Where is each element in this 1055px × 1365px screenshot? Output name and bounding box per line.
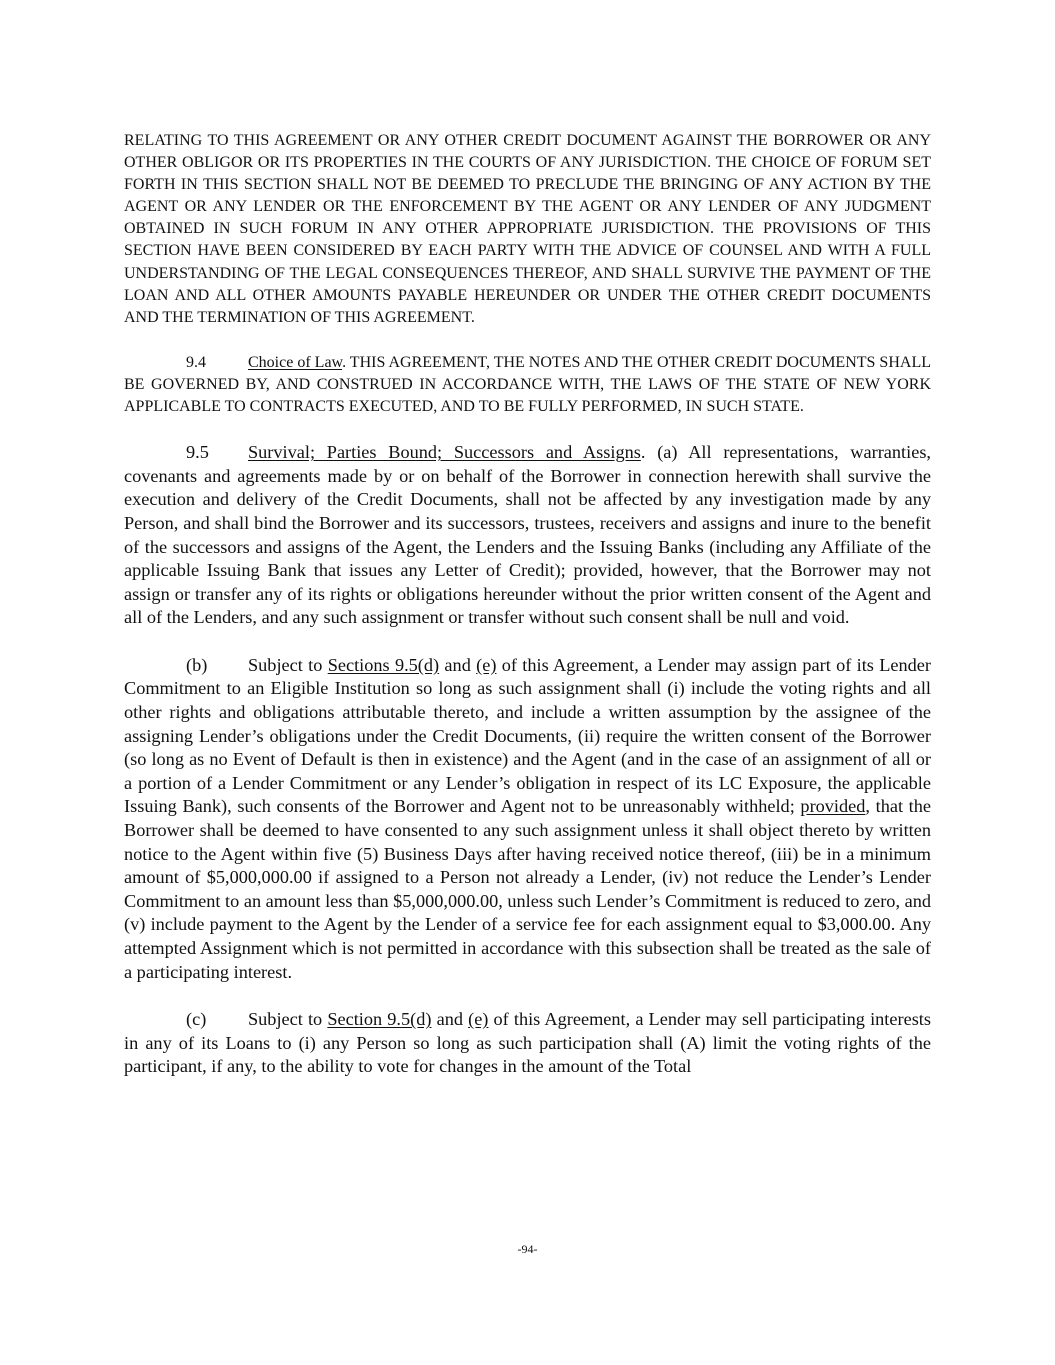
cross-reference: Sections 9.5(d) xyxy=(327,654,440,675)
paragraph-text: . THIS AGREEMENT, THE NOTES AND THE OTHER CREDIT DOCUMENTS SHALL BE GOVERNED BY, AND CONSTRUED IN ACCORDANCE WITH, THE LAWS OF THE STATE OF NEW YORK APPLICABLE TO CONTRACTS EXECUTED, AND TO BE FULLY PERFORMED, IN SUCH STATE. xyxy=(124,353,931,416)
paragraph-text: of this Agreement, a Lender may assign part of its Lender Commitment to an Eligible Institution so long as such assignment shall (i) include the voting rights and all other rights and obligations attributable thereto, and include a written assumption by the assignee of the assigning Lender’s obligations under the Credit Documents, (ii) require the written consent of the Borrower (so long as no Event of Default is then in existence) and the Agent (and in the case of an assignment of all or a portion of a Lender Commitment or any Lender’s obligation in respect of its LC Exposure, the applicable Issuing Bank), such consents of the Borrower and Agent not to be unreasonably withheld; xyxy=(124,654,932,817)
cross-reference: (e) xyxy=(468,1009,489,1030)
paragraph-text: and xyxy=(439,654,477,675)
paragraph-text: , that the Borrower shall be deemed to have consented to any such assignment unless it shall object thereto by written notice to the Agent within five (5) Business Days after having received notice thereof, (iii) be in a minimum amount of $5,000,000.00 if assigned to a Person not already a Lender, (iv) not reduce the Lender’s Lender Commitment to an amount less than $5,000,000.00, unless such Lender’s Commitment is reduced to zero, and (v) include payment to the Agent by the Lender of a service fee for each assignment equal to $3,000.00. Any attempted Assignment which is not permitted in accordance with this subsection shall be treated as the sale of a participating interest. xyxy=(124,796,931,982)
paragraph-text: and xyxy=(431,1009,469,1030)
subsection-label: (c) xyxy=(186,1009,207,1030)
section-9-4-paragraph xyxy=(124,352,931,418)
document-page xyxy=(124,130,931,1079)
paragraph-text: Subject to xyxy=(248,1009,328,1030)
section-heading: Choice of Law xyxy=(248,353,343,371)
section-number: 9.5 xyxy=(186,442,209,463)
section-heading: Survival; Parties Bound; Successors and Assigns xyxy=(248,442,641,463)
subsection-b-paragraph xyxy=(124,654,931,984)
proviso-term: provided xyxy=(800,796,866,817)
page-number: -94- xyxy=(517,1242,538,1256)
paragraph-text: of this Agreement, a Lender may sell participating interests in any of its Loans to (i) any Person so long as such participation shall (A) limit the voting rights of the participant, if any, to the ability to vote for changes in the amount of the Total xyxy=(124,1009,931,1077)
subsection-c-paragraph xyxy=(124,1008,931,1079)
governing-jurisdiction-paragraph xyxy=(124,130,931,329)
cross-reference: (e) xyxy=(476,654,497,675)
paragraph-text: Subject to xyxy=(248,654,328,675)
subsection-label: (b) xyxy=(186,654,208,675)
paragraph-text: RELATING TO THIS AGREEMENT OR ANY OTHER CREDIT DOCUMENT AGAINST THE BORROWER OR ANY OTHER OBLIGOR OR ITS PROPERTIES IN THE COURTS OF ANY JURISDICTION. THE CHOICE OF FORUM SET FORTH IN THIS SECTION SHALL NOT BE DEEMED TO PRECLUDE THE BRINGING OF ANY ACTION BY THE AGENT OR ANY LENDER OR THE ENFORCEMENT BY THE AGENT OR ANY LENDER OF ANY JUDGMENT OBTAINED IN SUCH FORUM IN ANY OTHER APPROPRIATE JURISDICTION. THE PROVISIONS OF THIS SECTION HAVE BEEN CONSIDERED BY EACH PARTY WITH THE ADVICE OF COUNSEL AND WITH A FULL UNDERSTANDING OF THE LEGAL CONSEQUENCES THEREOF, AND SHALL SURVIVE THE PAYMENT OF THE LOAN AND ALL OTHER AMOUNTS PAYABLE HEREUNDER OR UNDER THE OTHER CREDIT DOCUMENTS AND THE TERMINATION OF THIS AGREEMENT. xyxy=(124,132,931,326)
section-number: 9.4 xyxy=(186,353,206,371)
section-9-5-paragraph xyxy=(124,441,931,630)
paragraph-text: . (a) All representations, warranties, covenants and agreements made by or on behalf of the Borrower in connection herewith shall survive the execution and delivery of the Credit Documents, shall not be affected by any investigation made by any Person, and shall bind the Borrower and its successors, trustees, receivers and assigns and inure to the benefit of the successors and assigns of the Agent, the Lenders and the Issuing Banks (including any Affiliate of the applicable Issuing Bank that issues any Letter of Credit); provided, however, that the Borrower may not assign or transfer any of its rights or obligations hereunder without the prior written consent of the Agent and all of the Lenders, and any such assignment or transfer without such consent shall be null and void. xyxy=(124,442,932,628)
cross-reference: Section 9.5(d) xyxy=(327,1009,432,1030)
